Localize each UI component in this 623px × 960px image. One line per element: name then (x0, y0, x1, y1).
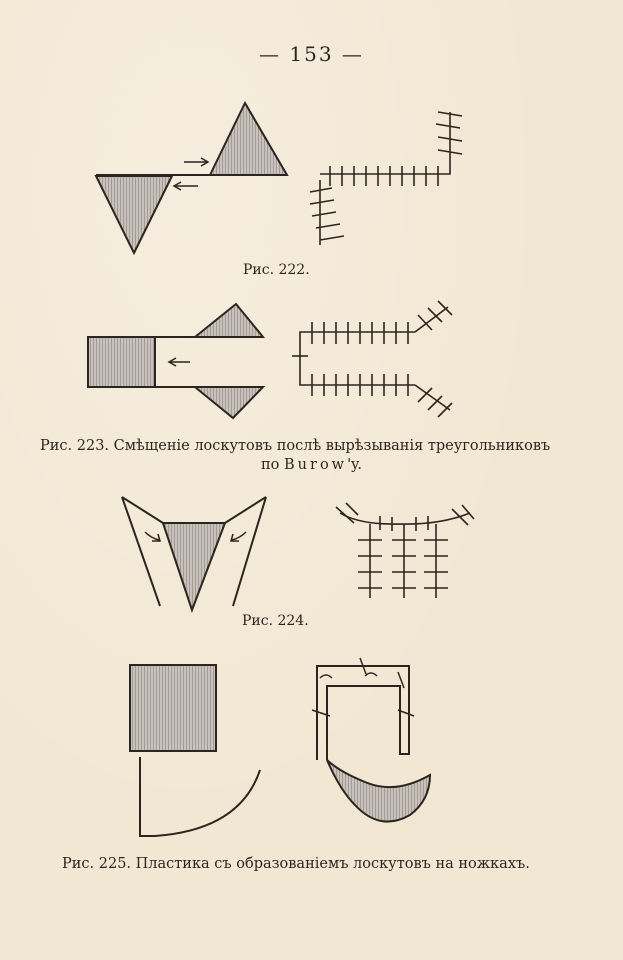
fig222-upper-triangle (210, 103, 287, 175)
fig225-hatched-flap (327, 760, 430, 822)
fig223-caption-suffix: 'y. (347, 457, 362, 473)
fig222-caption: Рис. 222. (243, 262, 310, 278)
fig225-curved-pedicle (155, 770, 260, 836)
fig225-caption: Рис. 225. Пластика съ образованіемъ лоскутовъ на ножкахъ. (62, 856, 530, 872)
fig224-diagram (122, 497, 266, 610)
fig223-caption-line1: Рис. 223. Смѣщеніе лоскутовъ послѣ вырѣзыванія треугольниковъ (40, 438, 551, 454)
fig224-center-triangle (163, 523, 225, 610)
fig222-diagram (96, 103, 287, 253)
fig222-lower-triangle (96, 176, 172, 253)
fig223-caption-author: Burow (284, 457, 348, 473)
page-number: — 153 — (259, 42, 364, 66)
fig224-suture (336, 503, 474, 598)
fig222-suture (310, 112, 462, 245)
fig223-diagram (88, 304, 263, 418)
fig223-caption-prefix: по (261, 457, 285, 473)
fig225-diagram (130, 665, 260, 836)
fig223-square-flap (88, 337, 155, 387)
fig223-caption-line2 (0, 457, 623, 473)
fig223-suture (292, 301, 452, 417)
fig225-result (312, 658, 430, 822)
fig223-lower-triangle (195, 387, 263, 418)
fig224-caption: Рис. 224. (242, 613, 309, 629)
fig223-upper-triangle (195, 304, 263, 337)
fig225-square-flap (130, 665, 216, 751)
